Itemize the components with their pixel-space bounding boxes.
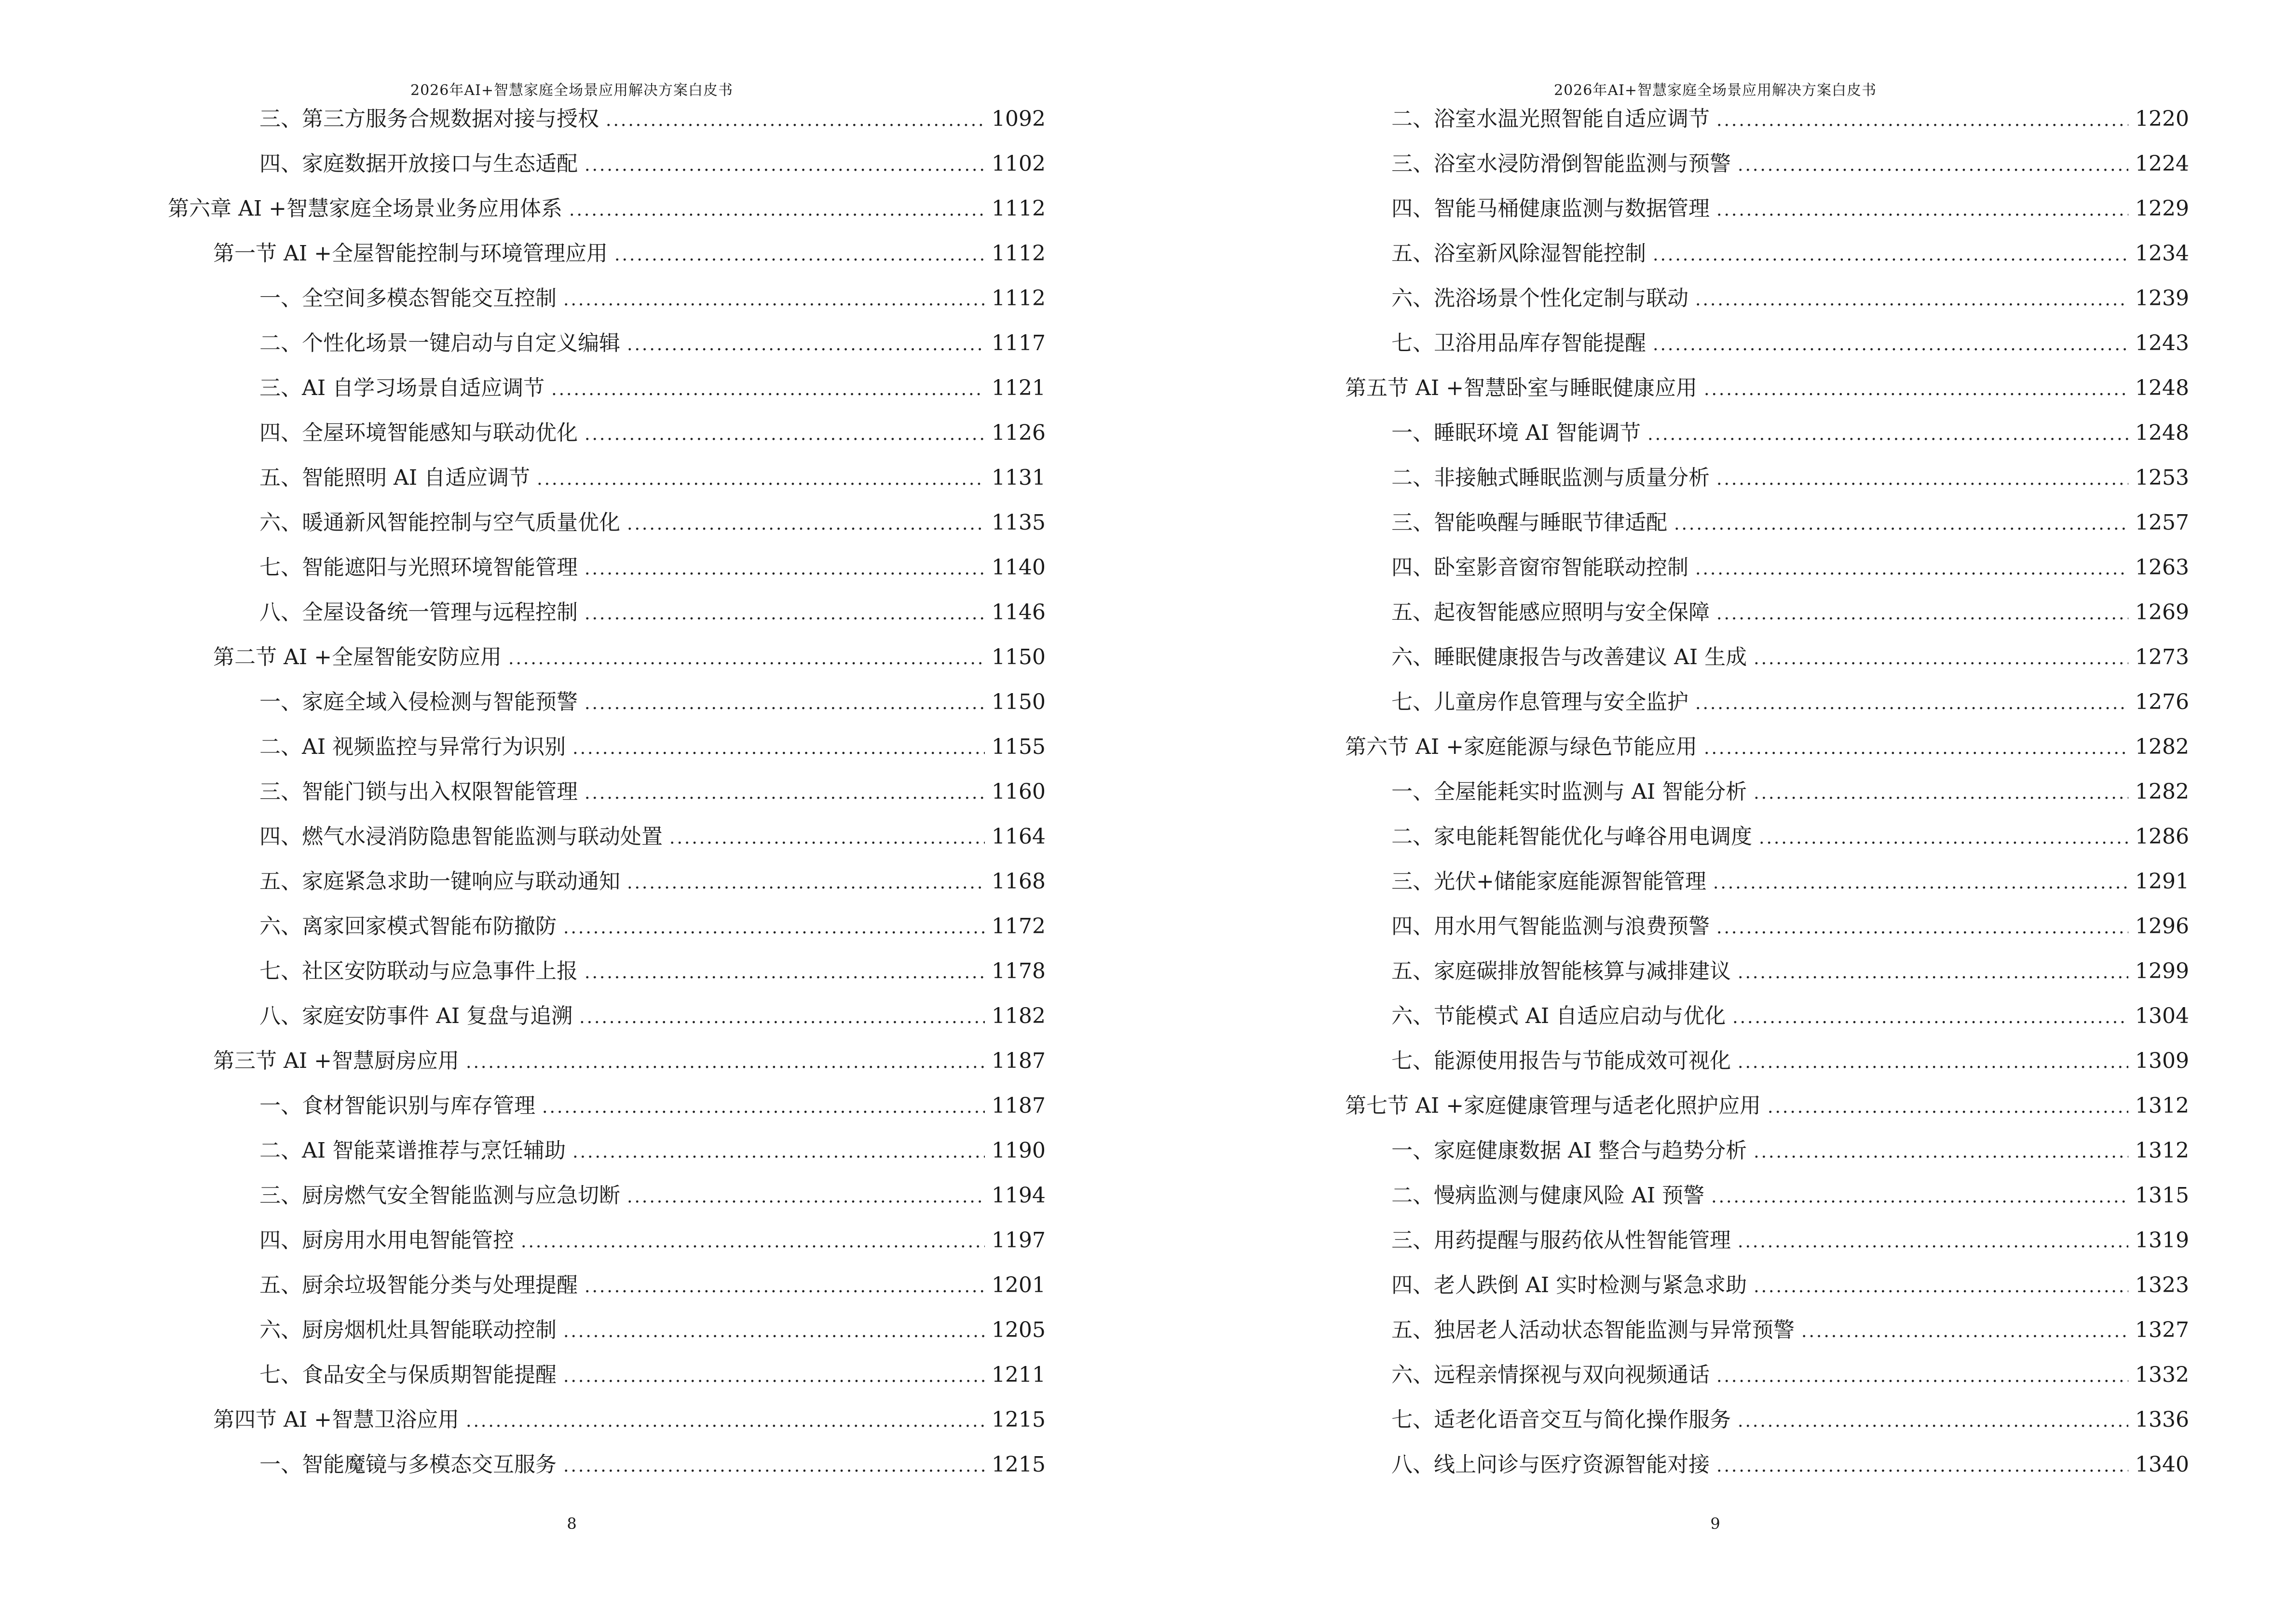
toc-page-number: 1140 xyxy=(992,555,1046,580)
toc-item xyxy=(1391,999,2189,1033)
toc-page-number: 1224 xyxy=(2135,151,2189,176)
toc-page-number: 1248 xyxy=(2135,376,2189,400)
dot-leader xyxy=(1738,1046,2128,1079)
toc-item xyxy=(259,1134,1046,1168)
page-right xyxy=(1144,0,2287,1624)
toc-page-number: 1263 xyxy=(2135,555,2189,580)
toc-page-number: 1336 xyxy=(2135,1407,2189,1432)
dot-leader xyxy=(1716,1360,2128,1393)
dot-leader xyxy=(627,507,985,541)
toc-item xyxy=(259,1269,1046,1302)
dot-leader xyxy=(627,328,985,362)
dot-leader xyxy=(1674,507,2128,541)
dot-leader xyxy=(1695,552,2128,586)
toc-chapter xyxy=(168,192,1046,226)
toc-item xyxy=(259,820,1046,854)
toc-title: 五、厨余垃圾智能分类与处理提醒 xyxy=(259,1273,578,1297)
dot-leader xyxy=(551,373,985,407)
toc-title: 三、用药提醒与服药依从性智能管理 xyxy=(1391,1228,1731,1253)
toc-title: 五、智能照明 AI 自适应调节 xyxy=(259,465,531,490)
dot-leader xyxy=(1653,328,2128,362)
toc-page-number: 1211 xyxy=(992,1363,1046,1387)
dot-leader xyxy=(521,1225,985,1259)
toc-page-number: 1178 xyxy=(992,959,1046,983)
toc-item xyxy=(1391,1179,2189,1213)
dot-leader xyxy=(669,821,985,855)
toc-title: 四、厨房用水用电智能管控 xyxy=(259,1228,514,1253)
toc-title: 第三节 AI +智慧厨房应用 xyxy=(213,1049,459,1073)
toc-page-number: 1273 xyxy=(2135,645,2189,669)
dot-leader xyxy=(1716,104,2128,137)
toc-page-number: 1332 xyxy=(2135,1363,2189,1387)
dot-leader xyxy=(1695,687,2128,721)
toc-page-number: 1229 xyxy=(2135,196,2189,221)
toc-item xyxy=(1391,955,2189,988)
toc-page-number: 1276 xyxy=(2135,690,2189,714)
toc-section xyxy=(213,237,1046,271)
toc-title: 三、厨房燃气安全智能监测与应急切断 xyxy=(259,1183,620,1208)
dot-leader xyxy=(1754,642,2128,676)
dot-leader xyxy=(508,642,985,676)
toc-page-number: 1309 xyxy=(2135,1049,2189,1073)
toc-title: 八、家庭安防事件 AI 复盘与追溯 xyxy=(259,1004,573,1028)
toc-item xyxy=(259,282,1046,315)
toc-title: 七、食品安全与保质期智能提醒 xyxy=(259,1363,557,1387)
dot-leader xyxy=(466,1046,985,1079)
dot-leader xyxy=(585,552,985,586)
toc-title: 五、起夜智能感应照明与安全保障 xyxy=(1391,600,1710,625)
toc-title: 第六节 AI +家庭能源与绿色节能应用 xyxy=(1345,735,1697,759)
dot-leader xyxy=(1647,418,2128,451)
toc-item xyxy=(259,999,1046,1033)
toc-item xyxy=(259,416,1046,450)
toc-item xyxy=(1391,461,2189,495)
toc-page-number: 1319 xyxy=(2135,1228,2189,1253)
toc-title: 六、厨房烟机灶具智能联动控制 xyxy=(259,1318,557,1342)
toc-page-number: 1121 xyxy=(992,376,1046,400)
toc-title: 四、卧室影音窗帘智能联动控制 xyxy=(1391,555,1688,580)
toc-page-number: 1146 xyxy=(992,600,1046,625)
toc-page-number: 1220 xyxy=(2135,107,2189,131)
toc-title: 二、个性化场景一键启动与自定义编辑 xyxy=(259,331,620,355)
toc-item xyxy=(259,1224,1046,1257)
toc-item xyxy=(1391,1403,2189,1437)
toc-title: 六、暖通新风智能控制与空气质量优化 xyxy=(259,510,620,535)
dot-leader xyxy=(572,1135,985,1169)
toc-title: 第二节 AI +全屋智能安防应用 xyxy=(213,645,502,669)
toc-title: 一、智能魔镜与多模态交互服务 xyxy=(259,1452,557,1477)
toc-title: 三、智能门锁与出入权限智能管理 xyxy=(259,779,578,804)
dot-leader xyxy=(1738,1405,2128,1438)
toc-item xyxy=(1391,1269,2189,1302)
toc-item xyxy=(259,147,1046,181)
toc-page-number: 1253 xyxy=(2135,465,2189,490)
dot-leader xyxy=(563,1449,985,1483)
toc-title: 七、能源使用报告与节能成效可视化 xyxy=(1391,1049,1731,1073)
dot-leader xyxy=(1716,597,2128,631)
toc-item xyxy=(259,461,1046,495)
dot-leader xyxy=(585,777,985,810)
toc-title: 二、慢病监测与健康风险 AI 预警 xyxy=(1391,1183,1705,1208)
toc-page-number: 1135 xyxy=(992,510,1046,535)
dot-leader xyxy=(466,1405,985,1438)
dot-leader xyxy=(1716,1449,2128,1483)
toc-item xyxy=(1391,147,2189,181)
toc-page-number: 1194 xyxy=(992,1183,1046,1208)
toc-title: 第七节 AI +家庭健康管理与适老化照护应用 xyxy=(1345,1093,1761,1118)
page-number: 8 xyxy=(567,1515,577,1533)
dot-leader xyxy=(542,1091,985,1124)
toc-item xyxy=(1391,775,2189,809)
dot-leader xyxy=(1732,1001,2128,1035)
toc-item xyxy=(259,910,1046,943)
toc-page-number: 1126 xyxy=(992,421,1046,445)
dot-leader xyxy=(563,911,985,945)
toc-section xyxy=(213,1044,1046,1078)
toc-page-number: 1269 xyxy=(2135,600,2189,625)
toc-page-number: 1291 xyxy=(2135,869,2189,894)
toc-page-number: 1323 xyxy=(2135,1273,2189,1297)
toc-title: 七、儿童房作息管理与安全监护 xyxy=(1391,690,1688,714)
toc-title: 四、全屋环境智能感知与联动优化 xyxy=(259,421,578,445)
toc-item xyxy=(259,775,1046,809)
toc-title: 二、家电能耗智能优化与峰谷用电调度 xyxy=(1391,824,1752,849)
toc-section xyxy=(213,641,1046,674)
dot-leader xyxy=(585,956,985,990)
toc-page-number: 1257 xyxy=(2135,510,2189,535)
toc-page-number: 1327 xyxy=(2135,1318,2189,1342)
toc-page-number: 1282 xyxy=(2135,779,2189,804)
dot-leader xyxy=(1695,283,2128,317)
dot-leader xyxy=(1759,821,2128,855)
toc-item xyxy=(1391,641,2189,674)
dot-leader xyxy=(1754,1270,2128,1304)
dot-leader xyxy=(563,283,985,317)
dot-leader xyxy=(1716,911,2128,945)
toc-title: 五、家庭紧急求助一键响应与联动通知 xyxy=(259,869,620,894)
toc-item xyxy=(259,1448,1046,1482)
toc-item xyxy=(259,506,1046,540)
toc-title: 六、洗浴场景个性化定制与联动 xyxy=(1391,286,1688,311)
toc-page-number: 1239 xyxy=(2135,286,2189,311)
dot-leader xyxy=(1768,1091,2128,1124)
toc-page-number: 1243 xyxy=(2135,331,2189,355)
toc-page-number: 1164 xyxy=(992,824,1046,849)
toc-title: 四、家庭数据开放接口与生态适配 xyxy=(259,151,578,176)
toc-page-number: 1117 xyxy=(992,331,1046,355)
toc-item xyxy=(1391,910,2189,943)
toc-section xyxy=(1345,1089,2189,1123)
dot-leader xyxy=(563,1315,985,1349)
toc-item xyxy=(259,1313,1046,1347)
toc-page-number: 1282 xyxy=(2135,735,2189,759)
toc-title: 一、家庭健康数据 AI 整合与趋势分析 xyxy=(1391,1138,1747,1163)
toc-title: 二、浴室水温光照智能自适应调节 xyxy=(1391,107,1710,131)
toc-title: 一、全空间多模态智能交互控制 xyxy=(259,286,557,311)
toc-page-number: 1201 xyxy=(992,1273,1046,1297)
toc-title: 三、第三方服务合规数据对接与授权 xyxy=(259,107,599,131)
toc-page-number: 1172 xyxy=(992,914,1046,939)
toc-page-number: 1182 xyxy=(992,1004,1046,1028)
toc-page-number: 1248 xyxy=(2135,421,2189,445)
toc-title: 一、家庭全域入侵检测与智能预警 xyxy=(259,690,578,714)
page-header: 2026年AI+智慧家庭全场景应用解决方案白皮书 xyxy=(1554,82,1877,99)
toc-title: 一、睡眠环境 AI 智能调节 xyxy=(1391,421,1641,445)
toc-page-number: 1150 xyxy=(992,690,1046,714)
toc-page-number: 1299 xyxy=(2135,959,2189,983)
dot-leader xyxy=(1716,193,2128,227)
toc-page-number: 1312 xyxy=(2135,1138,2189,1163)
toc-page-number: 1131 xyxy=(992,465,1046,490)
toc-title: 八、全屋设备统一管理与远程控制 xyxy=(259,600,578,625)
toc-item xyxy=(259,955,1046,988)
toc-title: 二、AI 视频监控与异常行为识别 xyxy=(259,735,566,759)
toc-section xyxy=(1345,730,2189,764)
dot-leader xyxy=(627,1180,985,1214)
dot-leader xyxy=(1801,1315,2128,1349)
toc-page-number: 1312 xyxy=(2135,1093,2189,1118)
toc-section xyxy=(1345,371,2189,405)
toc-title: 四、用水用气智能监测与浪费预警 xyxy=(1391,914,1710,939)
toc-page-number: 1168 xyxy=(992,869,1046,894)
toc-title: 一、全屋能耗实时监测与 AI 智能分析 xyxy=(1391,779,1747,804)
toc-item xyxy=(259,1358,1046,1392)
toc-item xyxy=(1391,865,2189,899)
toc-page-number: 1215 xyxy=(992,1407,1046,1432)
toc-page-number: 1215 xyxy=(992,1452,1046,1477)
toc-page-number: 1187 xyxy=(992,1093,1046,1118)
toc-item xyxy=(1391,1134,2189,1168)
toc-title: 三、光伏+储能家庭能源智能管理 xyxy=(1391,869,1706,894)
toc-item xyxy=(259,102,1046,136)
dot-leader xyxy=(627,866,985,900)
toc-title: 三、AI 自学习场景自适应调节 xyxy=(259,376,545,400)
toc-item xyxy=(1391,685,2189,719)
toc-item xyxy=(1391,102,2189,136)
toc-item xyxy=(259,327,1046,360)
toc-title: 二、AI 智能菜谱推荐与烹饪辅助 xyxy=(259,1138,566,1163)
toc-title: 六、节能模式 AI 自适应启动与优化 xyxy=(1391,1004,1726,1028)
toc-item xyxy=(1391,416,2189,450)
toc-title: 七、卫浴用品库存智能提醒 xyxy=(1391,331,1646,355)
toc-page-number: 1315 xyxy=(2135,1183,2189,1208)
dot-leader xyxy=(1713,866,2128,900)
toc-page-number: 1112 xyxy=(992,196,1046,221)
toc-item xyxy=(1391,820,2189,854)
page-header: 2026年AI+智慧家庭全场景应用解决方案白皮书 xyxy=(410,82,733,99)
dot-leader xyxy=(585,1270,985,1304)
toc-title: 一、食材智能识别与库存管理 xyxy=(259,1093,535,1118)
toc-item xyxy=(1391,1044,2189,1078)
dot-leader xyxy=(569,193,985,227)
toc-title: 五、家庭碳排放智能核算与减排建议 xyxy=(1391,959,1731,983)
toc-item xyxy=(259,596,1046,629)
toc-page-number: 1155 xyxy=(992,735,1046,759)
toc-item xyxy=(1391,327,2189,360)
toc-title: 五、独居老人活动状态智能监测与异常预警 xyxy=(1391,1318,1795,1342)
toc-item xyxy=(1391,551,2189,585)
dot-leader xyxy=(1716,463,2128,496)
toc-item xyxy=(1391,1448,2189,1482)
dot-leader xyxy=(537,463,985,496)
dot-leader xyxy=(585,418,985,451)
toc-title: 七、社区安防联动与应急事件上报 xyxy=(259,959,578,983)
toc-title: 四、智能马桶健康监测与数据管理 xyxy=(1391,196,1710,221)
toc-page-number: 1197 xyxy=(992,1228,1046,1253)
page-number: 9 xyxy=(1710,1515,1720,1533)
toc-page-number: 1150 xyxy=(992,645,1046,669)
toc-section xyxy=(213,1403,1046,1437)
toc-item xyxy=(1391,192,2189,226)
dot-leader xyxy=(1738,1225,2128,1259)
dot-leader xyxy=(1754,777,2128,810)
dot-leader xyxy=(614,238,985,272)
toc-page-number: 1187 xyxy=(992,1049,1046,1073)
dot-leader xyxy=(585,149,985,182)
toc-page-number: 1092 xyxy=(992,107,1046,131)
toc-page-number: 1205 xyxy=(992,1318,1046,1342)
toc-item xyxy=(259,1179,1046,1213)
dot-leader xyxy=(1653,238,2128,272)
toc-title: 六、离家回家模式智能布防撤防 xyxy=(259,914,557,939)
toc-page-number: 1296 xyxy=(2135,914,2189,939)
dot-leader xyxy=(585,597,985,631)
dot-leader xyxy=(1704,732,2128,765)
toc-page-number: 1286 xyxy=(2135,824,2189,849)
dot-leader xyxy=(585,687,985,721)
dot-leader xyxy=(1738,956,2128,990)
toc-title: 七、智能遮阳与光照环境智能管理 xyxy=(259,555,578,580)
dot-leader xyxy=(1738,149,2128,182)
toc-title: 三、浴室水浸防滑倒智能监测与预警 xyxy=(1391,151,1731,176)
dot-leader xyxy=(1704,373,2128,407)
toc-item xyxy=(1391,282,2189,315)
toc-item xyxy=(1391,1313,2189,1347)
toc-title: 第六章 AI +智慧家庭全场景业务应用体系 xyxy=(168,196,562,221)
toc-title: 第五节 AI +智慧卧室与睡眠健康应用 xyxy=(1345,376,1697,400)
toc-item xyxy=(259,730,1046,764)
toc-item xyxy=(259,865,1046,899)
toc-item xyxy=(259,551,1046,585)
dot-leader xyxy=(572,732,985,765)
toc-page-number: 1304 xyxy=(2135,1004,2189,1028)
dot-leader xyxy=(1711,1180,2128,1214)
toc-item xyxy=(1391,506,2189,540)
dot-leader xyxy=(579,1001,985,1035)
toc-title: 四、老人跌倒 AI 实时检测与紧急求助 xyxy=(1391,1273,1747,1297)
dot-leader xyxy=(606,104,985,137)
toc-title: 三、智能唤醒与睡眠节律适配 xyxy=(1391,510,1667,535)
toc-title: 六、远程亲情探视与双向视频通话 xyxy=(1391,1363,1710,1387)
toc-item xyxy=(259,1089,1046,1123)
toc-item xyxy=(259,371,1046,405)
toc-page-number: 1112 xyxy=(992,286,1046,311)
toc-title: 第一节 AI +全屋智能控制与环境管理应用 xyxy=(213,241,608,266)
toc-item xyxy=(1391,1358,2189,1392)
toc-page-number: 1190 xyxy=(992,1138,1046,1163)
toc-page-number: 1160 xyxy=(992,779,1046,804)
toc-page-number: 1112 xyxy=(992,241,1046,266)
toc-title: 七、适老化语音交互与简化操作服务 xyxy=(1391,1407,1731,1432)
toc-item xyxy=(1391,596,2189,629)
toc-page-number: 1340 xyxy=(2135,1452,2189,1477)
toc-title: 五、浴室新风除湿智能控制 xyxy=(1391,241,1646,266)
toc-page-number: 1102 xyxy=(992,151,1046,176)
toc-item xyxy=(259,685,1046,719)
dot-leader xyxy=(1754,1135,2128,1169)
toc-page-number: 1234 xyxy=(2135,241,2189,266)
toc-title: 第四节 AI +智慧卫浴应用 xyxy=(213,1407,459,1432)
toc-title: 二、非接触式睡眠监测与质量分析 xyxy=(1391,465,1710,490)
toc-item xyxy=(1391,1224,2189,1257)
toc-item xyxy=(1391,237,2189,271)
dot-leader xyxy=(563,1360,985,1393)
toc-title: 六、睡眠健康报告与改善建议 AI 生成 xyxy=(1391,645,1747,669)
toc-title: 八、线上问诊与医疗资源智能对接 xyxy=(1391,1452,1710,1477)
toc-title: 四、燃气水浸消防隐患智能监测与联动处置 xyxy=(259,824,663,849)
